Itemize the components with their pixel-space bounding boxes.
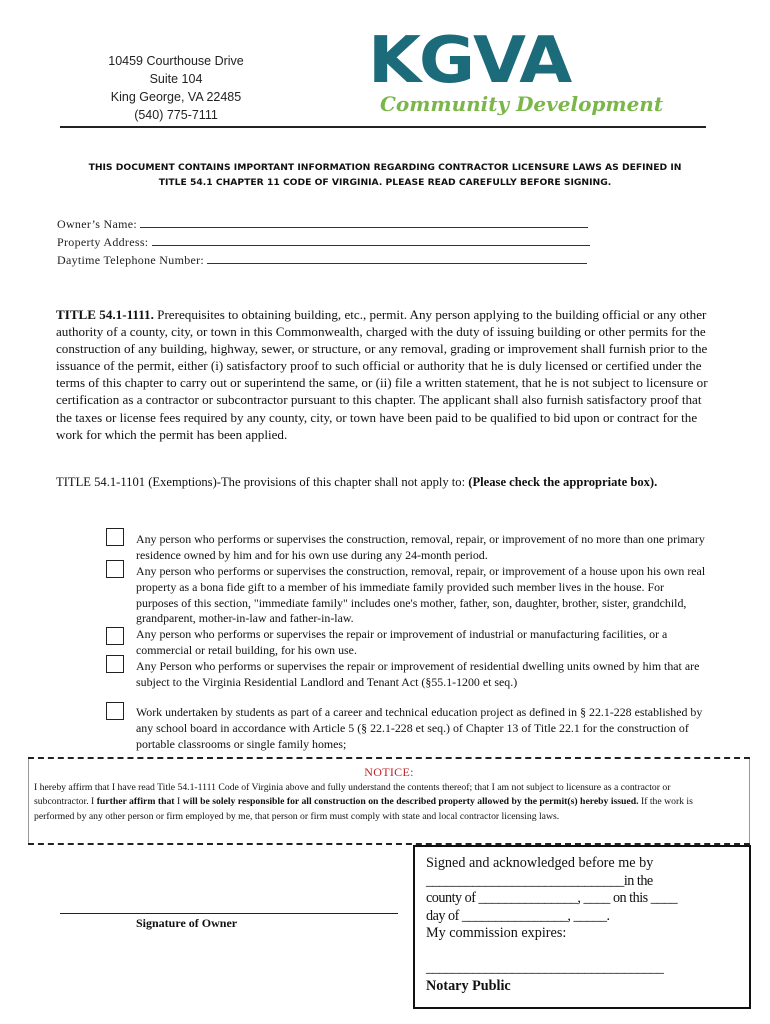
notary-line-5: My commission expires: (426, 925, 567, 942)
notary-spacer (426, 943, 749, 960)
notary-box (413, 845, 751, 1009)
notice-text-3: If the work is performed by any other person or firm employed by me, that person or firm must comply with state and local contractor licensing laws. (34, 796, 693, 822)
exemptions-intro (56, 474, 696, 490)
notice-text-2: I (176, 796, 181, 808)
header-divider (60, 126, 706, 128)
notice-bold-1: further affirm that (96, 796, 175, 808)
notary-line-3[interactable]: county of _______________, ____ on this ____ (426, 890, 678, 907)
notice-title: NOTICE: (364, 765, 414, 779)
notice-body (34, 781, 724, 824)
property-address-field (57, 234, 590, 250)
exemption-text-4: Any Person who performs or supervises the repair or improvement of residential dwelling units owned by him that are subject to the Virginia Residential Landlord and Tenant Act (§55.1-1200 et seq.) (136, 659, 700, 689)
exemptions-instruction: (Please check the appropriate box). (468, 475, 658, 489)
owner-name-label: Owner’s Name: (57, 217, 137, 231)
notary-line-4[interactable]: day of ________________, _____. (426, 907, 610, 924)
phone-number: (540) 775-7111 (134, 108, 218, 122)
address-line-1: 10459 Courthouse Drive (108, 54, 244, 68)
owner-name-field (57, 216, 588, 232)
exemption-checkbox-3[interactable] (106, 627, 124, 645)
title-54-1-1111-paragraph (56, 306, 711, 443)
exemption-text-1: Any person who performs or supervises the construction, removal, repair, or improvement of no more than one primary residence owned by him and for his own use during any 24-month period. (136, 532, 705, 562)
notary-line-2[interactable]: ______________________________in the (426, 872, 653, 889)
title-heading: TITLE 54.1-1111. (56, 307, 154, 322)
exemption-checkbox-1[interactable] (106, 528, 124, 546)
notice-top-border (28, 757, 750, 759)
exemptions-intro-text: TITLE 54.1-1101 (Exemptions)-The provisions of this chapter shall not apply to: (56, 475, 466, 489)
exemption-text-5: Work undertaken by students as part of a career and technical education project as defined in § 22.1-228 established by any school board in accordance with Article 5 (§ 22.1-228 et seq.) of Chapter 13 of Title 22.1 for the construction of portable classrooms or single family homes; (136, 705, 703, 751)
kgva-logo: KGVA (368, 24, 571, 98)
important-notice-line-2: TITLE 54.1 CHAPTER 11 CODE OF VIRGINIA. PLEASE READ CAREFULLY BEFORE SIGNING. (158, 177, 612, 188)
address-line-2: Suite 104 (149, 72, 203, 86)
property-address-input[interactable] (152, 234, 590, 246)
notice-text-1: I hereby affirm that I have read Title 54.1-1111 Code of Virginia above and fully understand the contents thereof; that I am not subject to licensure as a contractor or subcontractor. I (34, 782, 671, 808)
exemption-checkbox-4[interactable] (106, 655, 124, 673)
owner-signature-line[interactable] (60, 913, 398, 914)
owner-signature-label: Signature of Owner (136, 916, 238, 930)
phone-field (57, 252, 587, 268)
property-address-label: Property Address: (57, 235, 149, 249)
notice-bold-2: will be solely responsible for all construction on the described property allowed by the permit(s) hereby issued. (182, 796, 639, 808)
important-notice (40, 160, 730, 190)
notary-signature-line[interactable]: ____________________________________ (426, 959, 664, 976)
phone-input[interactable] (207, 252, 587, 264)
title-body: Prerequisites to obtaining building, etc., permit. Any person applying to the building official or any other authority of a county, city, or town in this Commonwealth, charged with the duty of issuing building or other permits for the construction of any building, highway, sewer, or structure, or any removal, grading or improvement shall furnish prior to the issuance of the permit, either (i) satisfactory proof to such official or authority that he is duly licensed or certified under the terms of this chapter to carry out or superintend the same, or (ii) file a written statement, that he is not subject to licensure or certification as a contractor or subcontractor pursuant to this chapter. The applicant shall also furnish satisfactory proof that the taxes or license fees required by any county, city, or town have been paid to be qualified to bid upon or contract for the work for which the permit has been applied. (56, 307, 708, 442)
exemption-checkbox-5[interactable] (106, 702, 124, 720)
notary-line-1: Signed and acknowledged before me by (426, 855, 654, 871)
exemption-text-3: Any person who performs or supervises the repair or improvement of industrial or manufacturing facilities, or a commercial or retail building, for his own use. (136, 627, 668, 657)
office-address (96, 52, 256, 124)
exemption-checkbox-2[interactable] (106, 560, 124, 578)
important-notice-line-1: THIS DOCUMENT CONTAINS IMPORTANT INFORMATION REGARDING CONTRACTOR LICENSURE LAWS AS DEFINED IN (88, 162, 682, 173)
logo-subtitle: Community Development (380, 92, 664, 116)
phone-label: Daytime Telephone Number: (57, 253, 205, 267)
address-line-3: King George, VA 22485 (110, 90, 242, 104)
owner-name-input[interactable] (140, 216, 588, 228)
notary-public-label: Notary Public (426, 977, 511, 994)
exemption-text-2: Any person who performs or supervises the construction, removal, repair, or improvement of a house upon his own real property as a bona fide gift to a member of his immediate family provided such member lives in the house. For purposes of this section, "immediate family" includes one's mother, father, son, daughter, brother, sister, grandchild, grandparent, mother-in-law and father-in-law. (136, 564, 706, 626)
